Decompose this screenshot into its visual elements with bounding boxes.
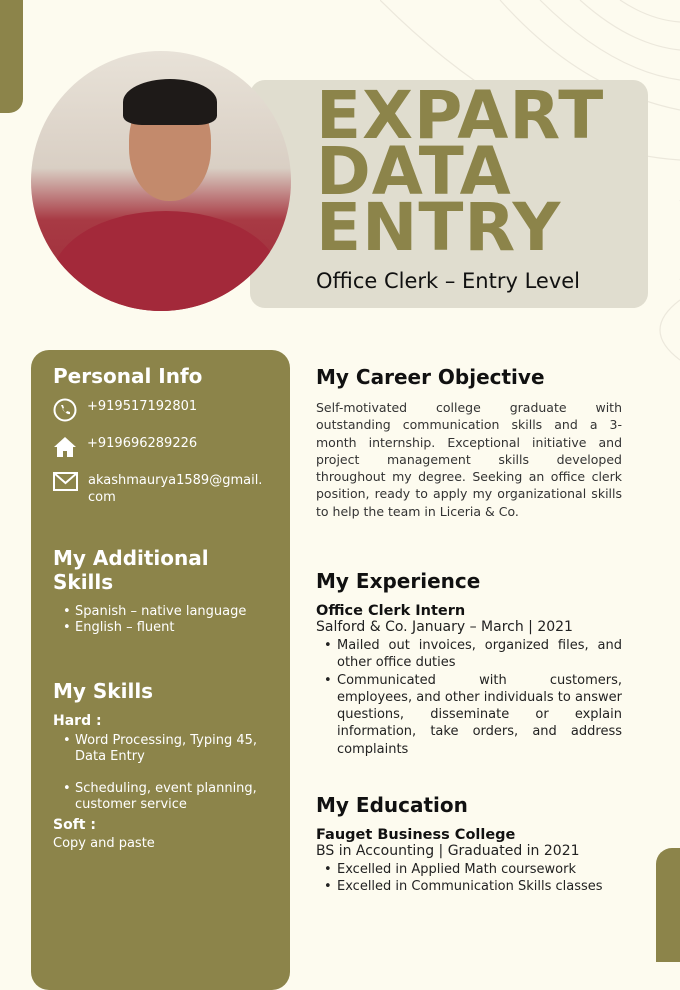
soft-skills-label: Soft : xyxy=(53,817,96,833)
list-item: • Communicated with customers, employees, and other individuals to answer questions, disseminate or explain information, take orders, and address complaints xyxy=(337,672,622,758)
experience-list xyxy=(316,637,622,758)
subtitle: Office Clerk – Entry Level xyxy=(316,269,581,293)
list-item: • Excelled in Applied Math coursework xyxy=(337,861,622,878)
education-heading: My Education xyxy=(316,793,468,817)
hard-skills-label: Hard : xyxy=(53,713,102,729)
experience-meta: Salford & Co. January – March | 2021 xyxy=(316,619,573,635)
page-title xyxy=(316,77,605,266)
hard-skills-list xyxy=(53,733,268,813)
email-text[interactable]: akashmaurya1589@gmail.com xyxy=(88,473,263,505)
mail-icon xyxy=(53,472,78,492)
experience-heading: My Experience xyxy=(316,569,481,593)
email-item xyxy=(53,472,268,506)
phone-icon xyxy=(53,398,77,422)
objective-heading: My Career Objective xyxy=(316,365,545,389)
home-icon xyxy=(53,435,77,459)
sidebar xyxy=(31,350,290,990)
title-line: ENTRY xyxy=(316,189,562,266)
list-item: • Mailed out invoices, organized files, and other office duties xyxy=(337,637,622,672)
education-list xyxy=(316,861,622,896)
additional-skills-heading: My Additional Skills xyxy=(53,546,209,594)
profile-photo xyxy=(31,51,291,311)
list-item: • Scheduling, event planning, customer service xyxy=(75,781,268,813)
experience-section xyxy=(316,569,622,758)
experience-role: Office Clerk Intern xyxy=(316,603,466,619)
education-meta: BS in Accounting | Graduated in 2021 xyxy=(316,843,580,859)
phone-text[interactable]: +919517192801 xyxy=(87,399,198,414)
list-item: • Spanish – native language xyxy=(75,604,268,620)
list-item: • Excelled in Communication Skills classes xyxy=(337,878,622,895)
phone-item xyxy=(53,398,268,422)
skills-heading: My Skills xyxy=(53,679,154,703)
home-phone-item xyxy=(53,435,268,459)
list-item: • English – fluent xyxy=(75,620,268,636)
additional-skills-list xyxy=(53,604,268,636)
title-line: DATA xyxy=(316,133,512,210)
education-school: Fauget Business College xyxy=(316,827,516,843)
personal-info-heading: Personal Info xyxy=(53,364,203,388)
decor-tab-bottom-right xyxy=(656,848,680,962)
soft-skills-text: Copy and paste xyxy=(53,836,155,851)
objective-section xyxy=(316,365,622,520)
objective-text: Self-motivated college graduate with outstanding communication skills and a 3-month internship. Exceptional initiative and project management skills developed throughout my degree. Seeking an office clerk position, ready to apply my organizational skills to help the team in Liceria & Co. xyxy=(316,400,622,519)
home-phone-text[interactable]: +919696289226 xyxy=(87,436,198,451)
list-item: • Word Processing, Typing 45, Data Entry xyxy=(75,733,268,765)
decor-tab-top-left xyxy=(0,0,23,113)
education-section xyxy=(316,793,622,896)
title-line: EXPART xyxy=(316,77,605,154)
